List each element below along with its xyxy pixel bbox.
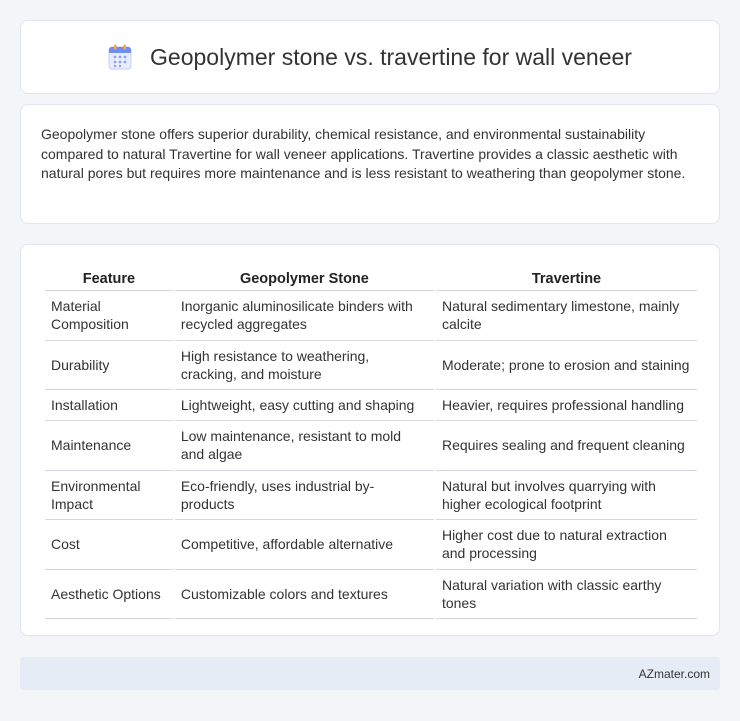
feature-cell: Installation [45, 390, 173, 421]
travertine-cell: Natural variation with classic earthy tones [436, 570, 697, 620]
header-feature: Feature [45, 263, 173, 291]
summary-text: Geopolymer stone offers superior durability, chemical resistance, and environmental sustainability compared to natural Travertine for wall veneer applications. Travertine provides a classic aesthetic with natural pores but requires more maintenance and is less resistant to weathering than geopolymer stone. [41, 126, 686, 181]
header-geopolymer: Geopolymer Stone [175, 263, 434, 291]
page-title: Geopolymer stone vs. travertine for wall veneer [150, 43, 632, 70]
travertine-cell: Natural sedimentary limestone, mainly calcite [436, 291, 697, 341]
geopolymer-cell: Low maintenance, resistant to mold and algae [175, 421, 434, 471]
comparison-card [20, 244, 720, 636]
table-header-row [45, 263, 697, 291]
table-row [45, 291, 697, 341]
travertine-cell: Heavier, requires professional handling [436, 390, 697, 421]
header-travertine: Travertine [436, 263, 697, 291]
geopolymer-cell: High resistance to weathering, cracking, and moisture [175, 341, 434, 391]
geopolymer-cell: Inorganic aluminosilicate binders with recycled aggregates [175, 291, 434, 341]
geopolymer-cell: Customizable colors and textures [175, 570, 434, 620]
calendar-icon [108, 44, 132, 70]
summary-card [20, 104, 720, 224]
feature-cell: Material Composition [45, 291, 173, 341]
geopolymer-cell: Competitive, affordable alternative [175, 520, 434, 570]
title-card [20, 20, 720, 94]
table-row [45, 570, 697, 620]
feature-cell: Aesthetic Options [45, 570, 173, 620]
travertine-cell: Requires sealing and frequent cleaning [436, 421, 697, 471]
footer [20, 657, 720, 690]
feature-cell: Cost [45, 520, 173, 570]
comparison-table [43, 263, 699, 619]
feature-cell: Environmental Impact [45, 471, 173, 521]
feature-cell: Durability [45, 341, 173, 391]
travertine-cell: Higher cost due to natural extraction and processing [436, 520, 697, 570]
geopolymer-cell: Lightweight, easy cutting and shaping [175, 390, 434, 421]
feature-cell: Maintenance [45, 421, 173, 471]
footer-brand[interactable]: AZmater.com [638, 666, 710, 681]
travertine-cell: Natural but involves quarrying with higher ecological footprint [436, 471, 697, 521]
table-row [45, 390, 697, 421]
geopolymer-cell: Eco-friendly, uses industrial by-products [175, 471, 434, 521]
travertine-cell: Moderate; prone to erosion and staining [436, 341, 697, 391]
table-row [45, 421, 697, 471]
table-row [45, 520, 697, 570]
table-row [45, 471, 697, 521]
table-row [45, 341, 697, 391]
